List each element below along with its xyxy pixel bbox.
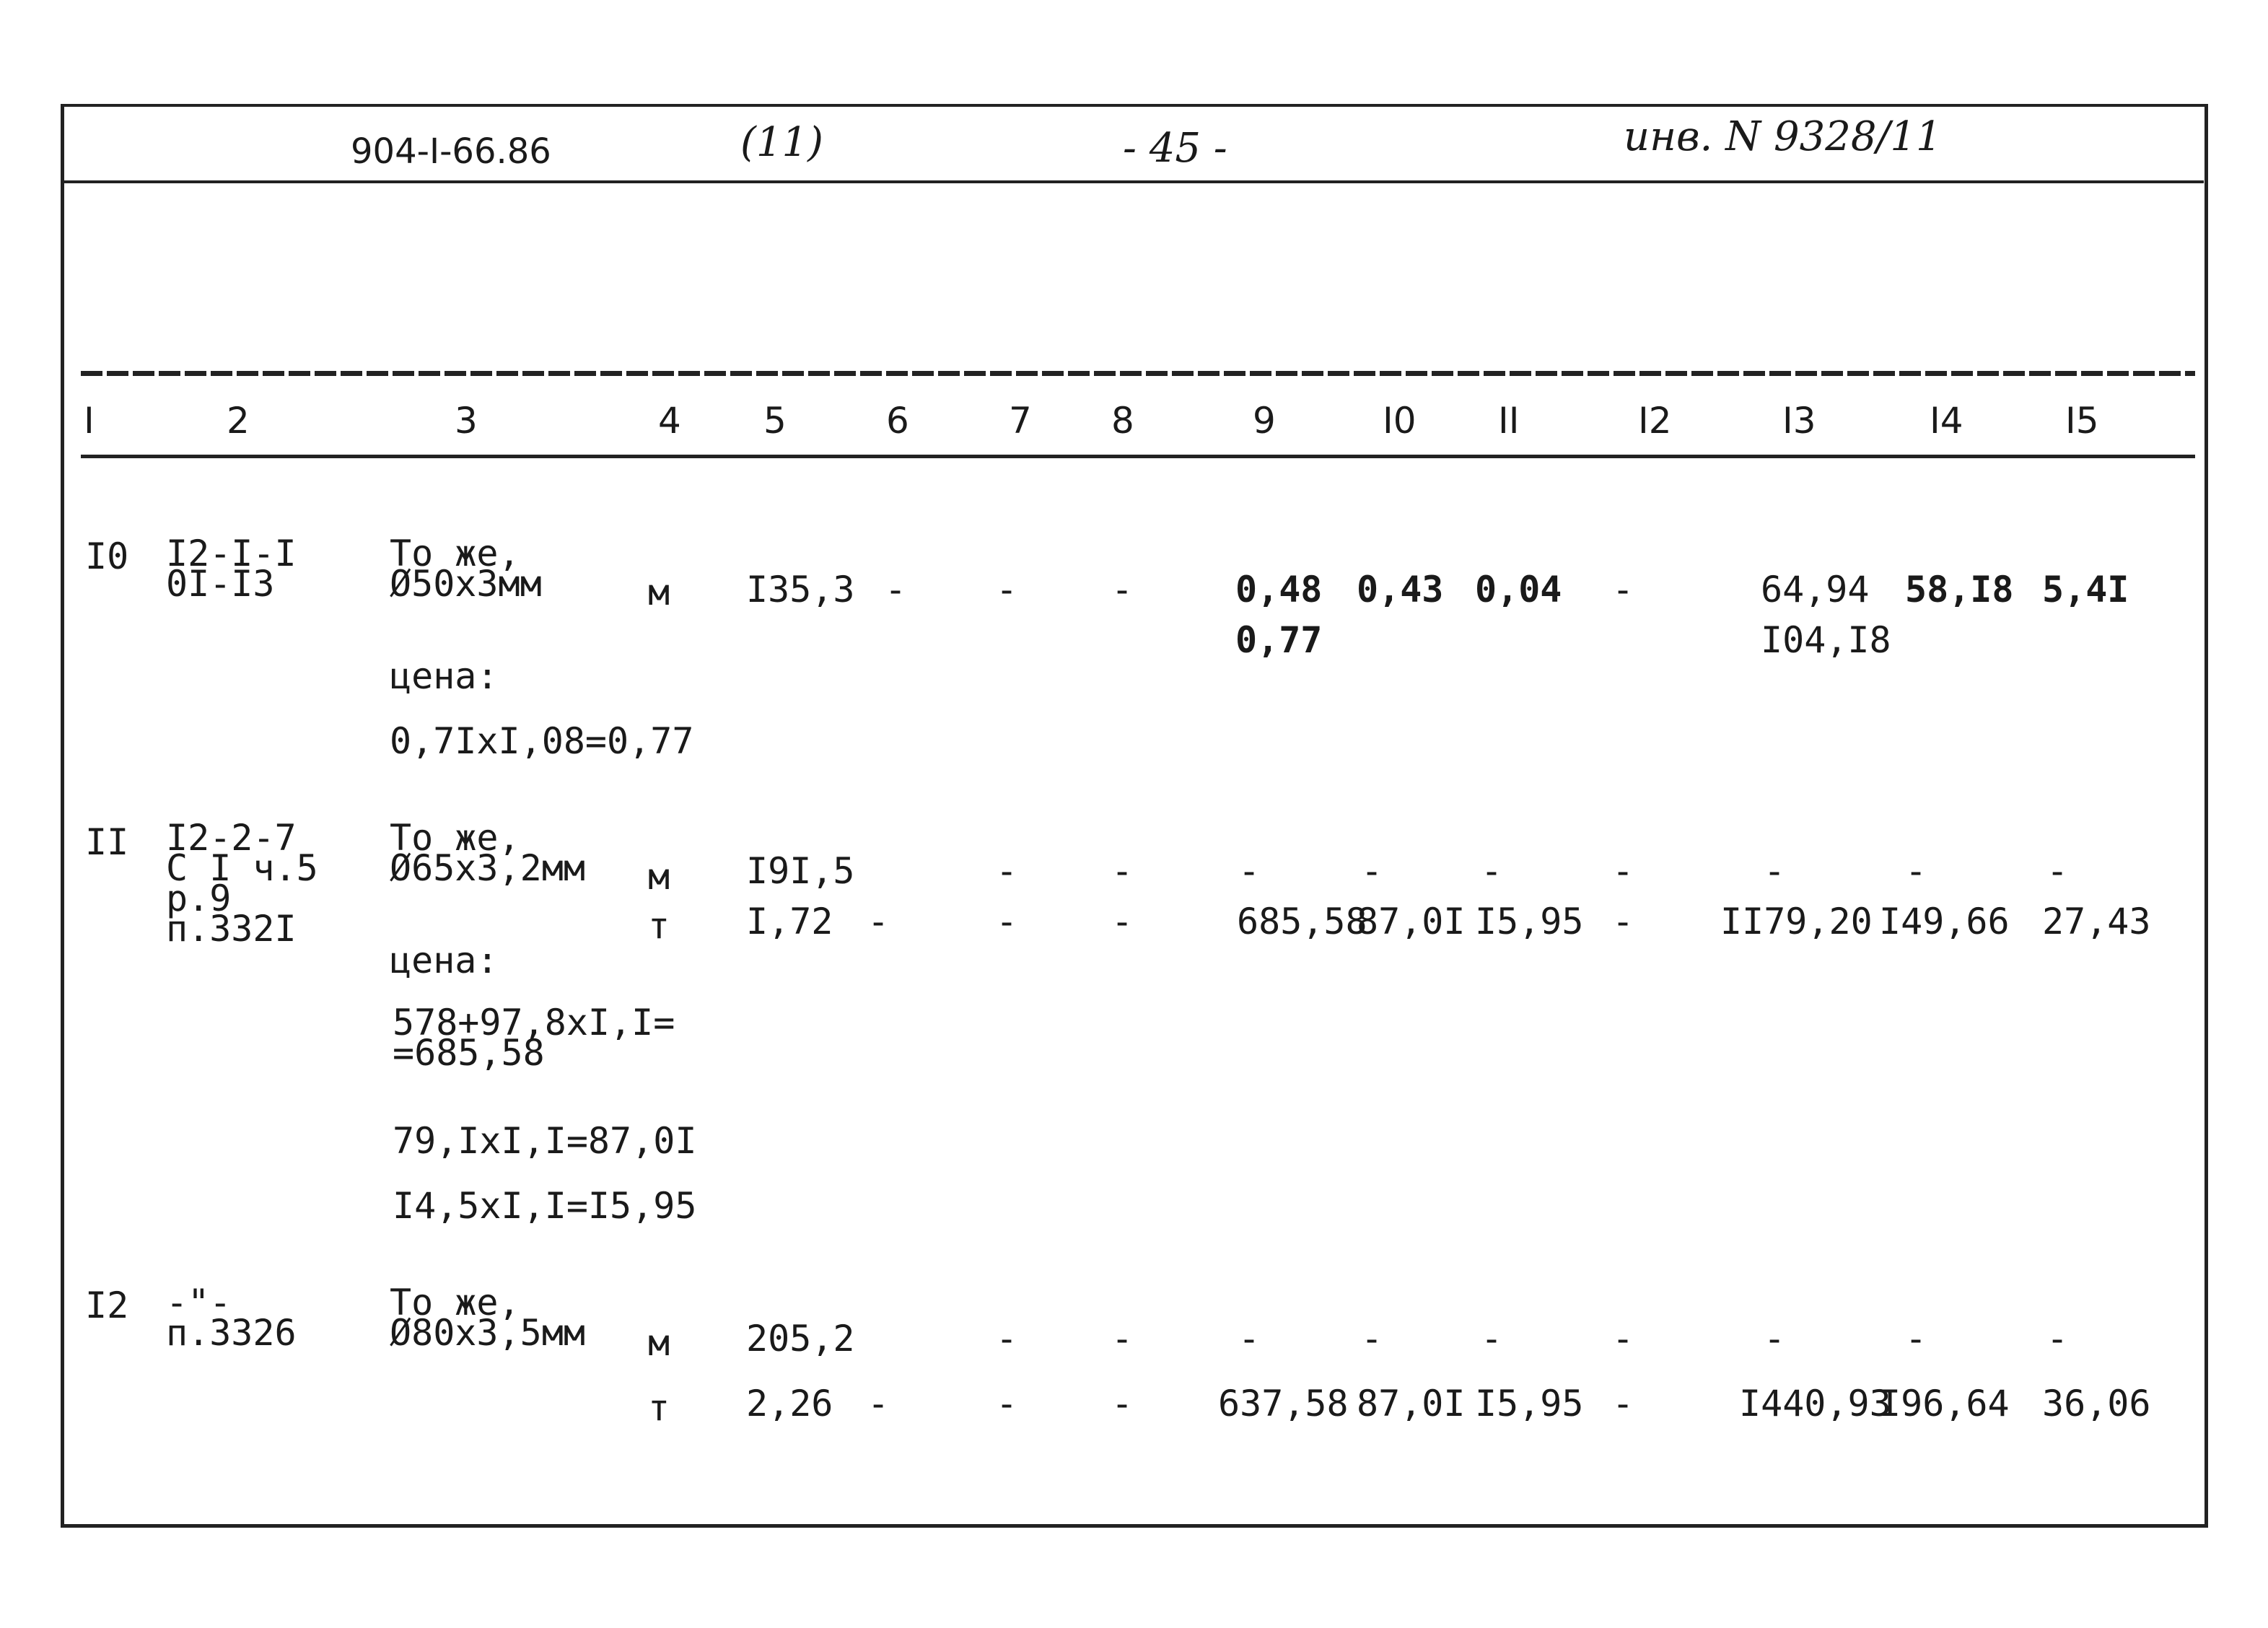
item-name-line: Ø65x3,2мм bbox=[390, 847, 585, 889]
col13-value: I04,I8 bbox=[1761, 619, 1891, 661]
col10-value: 0,43 bbox=[1357, 569, 1444, 610]
column-number: 3 bbox=[455, 400, 478, 442]
col14-value: I49,66 bbox=[1879, 901, 2010, 942]
col11-value: - bbox=[1481, 850, 1503, 892]
col7-value: - bbox=[996, 1383, 1018, 1424]
price-calculation: I4,5xI,I=I5,95 bbox=[393, 1185, 697, 1227]
item-name-line: Ø80x3,5мм bbox=[390, 1312, 585, 1354]
column-number: I4 bbox=[1930, 400, 1963, 442]
col13-value: - bbox=[1764, 850, 1786, 892]
quantity: I9I,5 bbox=[746, 850, 855, 892]
col13-value: II79,20 bbox=[1720, 901, 1873, 942]
col14-value: - bbox=[1905, 850, 1927, 892]
document-code: 904-I-66.86 bbox=[351, 131, 551, 172]
col7-value: - bbox=[996, 850, 1018, 892]
col11-value: - bbox=[1481, 1318, 1503, 1360]
col8-value: - bbox=[1111, 850, 1134, 892]
col12-value: - bbox=[1612, 850, 1634, 892]
col11-value: I5,95 bbox=[1475, 1383, 1584, 1424]
col6-value: - bbox=[867, 901, 890, 942]
norm-code bbox=[166, 817, 318, 950]
col15-value: 27,43 bbox=[2042, 901, 2151, 942]
page-number: - 45 - bbox=[1123, 125, 1227, 172]
col11-value: I5,95 bbox=[1475, 901, 1584, 942]
norm-code bbox=[166, 533, 297, 605]
col8-value: - bbox=[1111, 901, 1134, 942]
col10-value: 87,0I bbox=[1357, 901, 1466, 942]
price-calculation: 79,IxI,I=87,0I bbox=[393, 1120, 697, 1162]
header-rule bbox=[62, 180, 2204, 183]
col10-value: 87,0I bbox=[1357, 1383, 1466, 1424]
price-calculation: 0,7IxI,08=0,77 bbox=[390, 720, 694, 762]
col9-value: 0,77 bbox=[1235, 619, 1323, 661]
col9-value: 685,58 bbox=[1237, 901, 1367, 942]
column-number: 5 bbox=[763, 400, 787, 442]
norm-code-line: I2-I-I bbox=[166, 533, 297, 574]
price-calculation-line: =685,58 bbox=[393, 1032, 545, 1074]
column-header-bottom-rule bbox=[81, 455, 2195, 458]
col12-value: - bbox=[1612, 901, 1634, 942]
item-name bbox=[390, 533, 542, 605]
col13-value: 64,94 bbox=[1761, 569, 1870, 610]
norm-code-line: I2-2-7 bbox=[166, 817, 297, 859]
unit: т bbox=[648, 905, 670, 947]
col6-value: - bbox=[885, 569, 907, 610]
price-calculation-line: 578+97,8xI,I= bbox=[393, 1002, 675, 1043]
col10-value: - bbox=[1361, 1318, 1383, 1360]
col6-value: - bbox=[867, 1383, 890, 1424]
inventory-number: инв. N 9328/11 bbox=[1624, 113, 1942, 160]
col12-value: - bbox=[1612, 1383, 1634, 1424]
col7-value: - bbox=[996, 1318, 1018, 1360]
item-name-line: То же, bbox=[390, 1282, 520, 1323]
norm-code-line: С I ч.5 bbox=[166, 847, 318, 889]
column-number: 6 bbox=[886, 400, 909, 442]
price-calculation bbox=[393, 1002, 675, 1074]
item-name-line: То же, bbox=[390, 817, 520, 859]
album-number: (11) bbox=[740, 119, 823, 166]
col14-value: - bbox=[1905, 1318, 1927, 1360]
norm-code bbox=[166, 1282, 297, 1354]
column-number: 8 bbox=[1111, 400, 1134, 442]
column-number: 7 bbox=[1009, 400, 1032, 442]
col15-value: 36,06 bbox=[2042, 1383, 2151, 1424]
page-frame bbox=[61, 104, 2208, 1528]
norm-code-line: 0I-I3 bbox=[166, 563, 275, 605]
col8-value: - bbox=[1111, 1318, 1134, 1360]
col13-value: - bbox=[1764, 1318, 1786, 1360]
item-name bbox=[390, 1282, 585, 1354]
column-number: I3 bbox=[1782, 400, 1816, 442]
quantity: 2,26 bbox=[746, 1383, 833, 1424]
norm-code-line: п.3326 bbox=[166, 1312, 297, 1354]
price-label: цена: bbox=[390, 655, 499, 697]
unit: т bbox=[648, 1387, 670, 1429]
item-name-line: То же, bbox=[390, 533, 520, 574]
col13-value: I440,93 bbox=[1739, 1383, 1891, 1424]
unit: м bbox=[648, 1322, 670, 1364]
col9-value: - bbox=[1238, 1318, 1261, 1360]
col12-value: - bbox=[1612, 569, 1634, 610]
col14-value: 58,I8 bbox=[1905, 569, 2014, 610]
col7-value: - bbox=[996, 569, 1018, 610]
row-number: II bbox=[85, 821, 129, 863]
column-number: 9 bbox=[1253, 400, 1276, 442]
column-number: 2 bbox=[227, 400, 250, 442]
column-number: I5 bbox=[2065, 400, 2099, 442]
column-number: 4 bbox=[658, 400, 681, 442]
norm-code-line: -"- bbox=[166, 1282, 232, 1323]
col12-value: - bbox=[1612, 1318, 1634, 1360]
column-number: II bbox=[1498, 400, 1520, 442]
col10-value: - bbox=[1361, 850, 1383, 892]
column-number: I0 bbox=[1383, 400, 1417, 442]
column-number: I2 bbox=[1638, 400, 1672, 442]
col9-value: 0,48 bbox=[1235, 569, 1323, 610]
unit: м bbox=[648, 572, 670, 613]
norm-code-line: п.332I bbox=[166, 908, 297, 950]
col11-value: 0,04 bbox=[1475, 569, 1562, 610]
price-label: цена: bbox=[390, 940, 499, 981]
col15-value: - bbox=[2046, 1318, 2069, 1360]
column-header-top-rule bbox=[81, 371, 2195, 376]
quantity: I35,3 bbox=[746, 569, 855, 610]
col7-value: - bbox=[996, 901, 1018, 942]
col15-value: 5,4I bbox=[2042, 569, 2129, 610]
col15-value: - bbox=[2046, 850, 2069, 892]
item-name bbox=[390, 817, 585, 889]
col14-value: I96,64 bbox=[1879, 1383, 2010, 1424]
col9-value: - bbox=[1238, 850, 1261, 892]
col9-value: 637,58 bbox=[1218, 1383, 1349, 1424]
quantity: 205,2 bbox=[746, 1318, 855, 1360]
col8-value: - bbox=[1111, 1383, 1134, 1424]
column-number: I bbox=[84, 400, 95, 442]
col8-value: - bbox=[1111, 569, 1134, 610]
unit: м bbox=[648, 856, 670, 898]
row-number: I0 bbox=[85, 535, 129, 577]
quantity: I,72 bbox=[746, 901, 833, 942]
norm-code-line: р.9 bbox=[166, 878, 232, 919]
row-number: I2 bbox=[85, 1285, 129, 1326]
item-name-line: Ø50x3мм bbox=[390, 563, 542, 605]
